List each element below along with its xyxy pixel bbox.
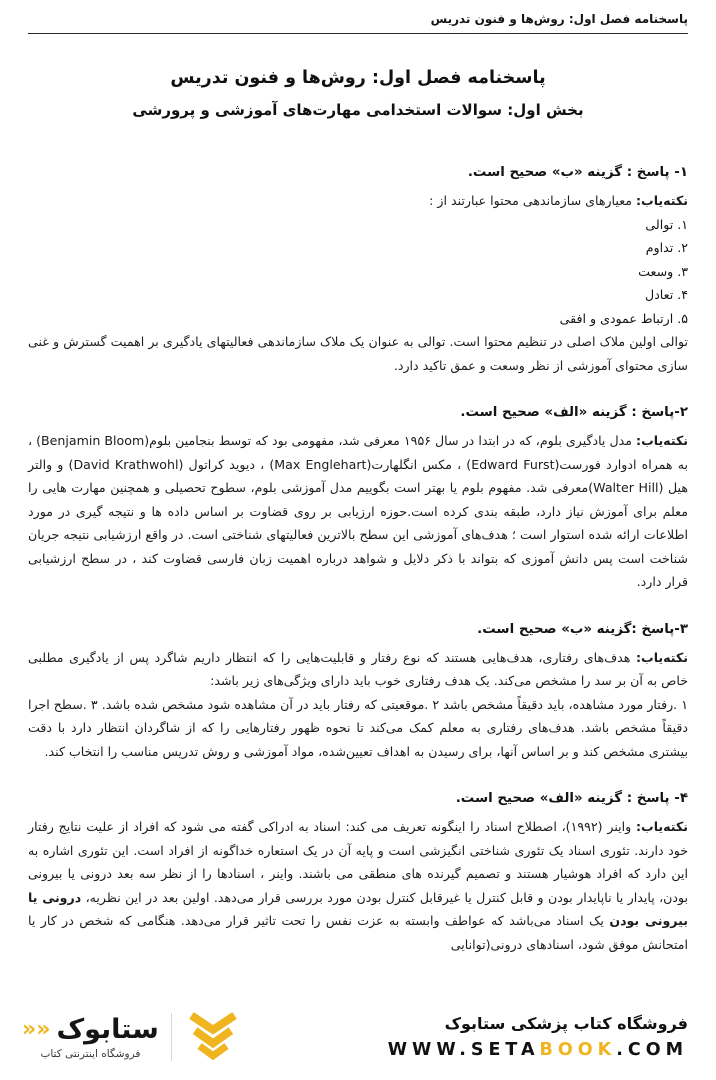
page-subtitle: بخش اول: سوالات استخدامی مهارت‌های آموزشی و پرورشی [132, 101, 584, 119]
url-segment-pre: WWW.SETA [387, 1040, 540, 1060]
answer-2-lead-text: مدل یادگیری بلوم، که در ابتدا در سال ۱۹۵۶ معرفی شد، مفهومی بود که توسط بنجامین بلوم(Benjamin Bloom) ، به همراه ادوارد فورست(Edward Furst) ، مکس انگلهارت(Max Englehart) ، دیوید کراتول (David Krathwohl) و والتر هیل (Walter Hill)معرفی شد. مفهوم بلوم یا بهتر است بگوییم مدل آموزشی بلوم، سطوح تحصیلی و همچنین مهارت هایی را معلم برای آموزش نیاز دارد، طبقه بندی کرده است.حوزه ارزیابی بر روی قضاوت بر اساس داده ها و نتیجه گیری در مورد اطلاعات ارائه شده استوار است ؛ هدف‌های آموزشی این سطح بالاترین فعالیتهای شناختی است. در واقع ارزشیابی نتیجه جریان شناخت است پس دانش آموزی که بتواند با ذکر دلایل و شواهد درباره اهمیت زبان فارسی قضاوت کند ، در سطح ارزشیابی قرار دارد. [28, 433, 688, 589]
answer-3 [28, 618, 688, 764]
criteria-item: ۱. توالی [645, 216, 688, 232]
store-name: فروشگاه کتاب پزشکی ستابوک [444, 1014, 688, 1033]
footer-store-info [388, 1014, 688, 1060]
url-segment-post: .COM [616, 1040, 688, 1060]
answer-1-lead [28, 189, 688, 213]
answer-4-lead-pre: واینر (۱۹۹۲)، اصطلاح اسناد را اینگونه تعریف می کند: اسناد به ادراکی گفته می شود که افراد از علیت نتایج رفتار خود دارند. تئوری اسناد یک تئوری شناختی انگیزشی است و پایه آن در یک استعاره خداگونه از افراد است. این تئوری اشاره به این دارد که افراد هوشیار هستند و تصمیم گیرنده های منطقی می باشند. واینر ، اسنادها را از نظر سه بعد درونی یا بیرونی بودن، پایدار یا ناپایدار بودن و قابل کنترل یا غیرقابل کنترل بودن مورد بررسی قرار می‌دهد. اولین بعد در این نظریه، [28, 819, 688, 905]
brand-name-row [22, 1015, 159, 1045]
brand-text [22, 1015, 159, 1060]
notes-label: نکته‌یاب: [636, 819, 688, 834]
header-rule [28, 33, 688, 34]
site-url [388, 1040, 688, 1060]
brand-divider [171, 1013, 172, 1061]
answer-3-lead-text: هدف‌های رفتاری، هدف‌هایی هستند که نوع رفتار و قابلیت‌هایی را که انتظار داریم شاگرد پس از یادگیری مطلبی خاص به آن بر سد را مشخص می‌کند. یک هدف رفتاری خوب باید دارای ویژگی‌های زیر باشد: [28, 649, 688, 688]
answer-1-lead-text: معیارهای سازماندهی محتوا عبارتند از : [429, 193, 637, 208]
book-emblem-icon [184, 1011, 242, 1063]
answer-2-lead [28, 429, 688, 594]
answer-2-heading: ۲-پاسخ : گزینه «الف» صحیح است. [460, 405, 688, 420]
url-segment-gold: BOOK [539, 1040, 617, 1060]
notes-label: نکته‌یاب: [636, 193, 688, 208]
answers-section [28, 161, 688, 956]
criteria-item: ۵. ارتباط عمودی و افقی [559, 310, 688, 326]
answer-4 [28, 787, 688, 956]
brand-chevrons-icon: «« [22, 1016, 51, 1042]
answer-1-heading: ۱- پاسخ : گزینه «ب» صحیح است. [467, 165, 688, 180]
criteria-item: ۲. تداوم [645, 240, 688, 255]
criteria-item: ۳. وسعت [638, 263, 688, 279]
brand-logo [22, 1011, 242, 1063]
criteria-item: ۴. تعادل [645, 287, 688, 302]
answer-1-body: توالی اولین ملاک اصلی در تنظیم محتوا است. توالی به عنوان یک ملاک سازماندهی فعالیتهای یادگیری بر اهمیت گسترش و غنی سازی محتوای آموزشی از نظر وسعت و عمق تاکید دارد. [28, 334, 688, 373]
footer [0, 1002, 716, 1080]
brand-name: ستابوک [56, 1013, 159, 1045]
criteria-list [28, 213, 688, 331]
answer-4-bold-phrase: درونی یا بیرونی بودن [28, 889, 688, 928]
answer-4-lead [28, 815, 688, 956]
notes-label: نکته‌یاب: [636, 649, 688, 665]
running-head: پاسخنامه فصل اول: روش‌ها و فنون تدریس [430, 12, 688, 26]
answer-3-lead [28, 646, 688, 693]
answer-2 [28, 401, 688, 594]
answer-3-heading: ۳-پاسخ :گزینه «ب» صحیح است. [477, 621, 688, 637]
answer-4-heading: ۴- پاسخ : گزینه «الف» صحیح است. [455, 791, 688, 806]
notes-label: نکته‌یاب: [636, 433, 689, 448]
answer-3-body: ۱ .رفتار مورد مشاهده، باید دقیقاً مشخص باشد ۲ .موقعیتی که رفتار باید در آن مشاهده شود مشخص شده باشد. ۳ .سطح اجرا دقیقاً مشخص باشد. هدف‌های رفتاری به معلم کمک می‌کند تا نحوه ظهور رفتارهایی را که از شاگردان انتظار دارد با دقت بیشتری مشخص کند و بر اساس آنها، برای رسیدن به اهداف تعیین‌شده، مواد آموزشی و روش تدریس مناسب را انتخاب کند. [28, 696, 688, 759]
page-title: پاسخنامه فصل اول: روش‌ها و فنون تدریس [170, 68, 546, 88]
brand-tagline: فروشگاه اینترنتی کتاب [40, 1047, 141, 1060]
answer-4-lead-post: یک اسناد می‌باشد که عواطف وابسته به عزت نفس را تحت تاثیر قرار می‌دهد. هنگامی که شخص در کار یا امتحانش موفق شود، اسنادهای درونی(توانایی [28, 913, 688, 952]
answer-1 [28, 161, 688, 377]
